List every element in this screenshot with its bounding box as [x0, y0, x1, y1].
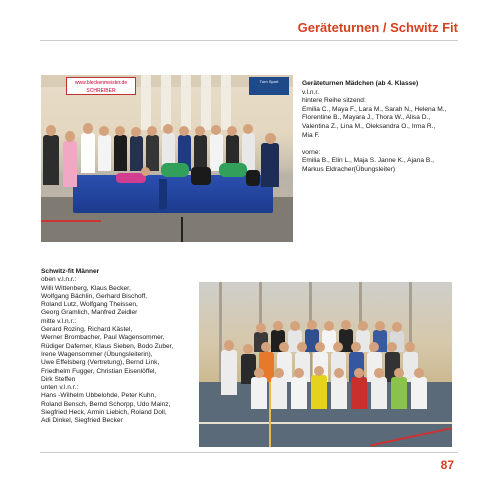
header-divider	[40, 40, 458, 41]
caption-line: Irene Wagensommer (Übungsleiterin),	[41, 350, 153, 358]
girls-gymnastics-photo	[41, 75, 293, 242]
caption-line: Hans -Wilhelm Ubbelohde, Peter Kuhn,	[41, 392, 157, 400]
caption-line: oben v.l.n.r.:	[41, 276, 77, 284]
caption-line: Adi Dinkel, Siegfried Becker	[41, 417, 123, 425]
girls-caption	[302, 80, 470, 175]
caption-line: unten v.l.n.r.:	[41, 384, 79, 392]
caption-line: Siegfried Heck, Armin Liebich, Roland Doll,	[41, 409, 167, 417]
footer-divider	[40, 452, 458, 453]
caption-line: Gerard Rozing, Richard Kästel,	[41, 326, 133, 334]
caption-line: Markus Eldracher(Übungsleiter)	[302, 165, 396, 173]
men-group-photo	[199, 282, 452, 447]
caption-line: Roland Bensch, Bernd Schorpp, Udo Mainz,	[41, 400, 171, 408]
caption-line: Uwe Effelsberg (Vertretung), Bernd Link,	[41, 359, 160, 367]
caption-line: hintere Reihe sitzend:	[302, 97, 366, 105]
caption-line: Werner Brombacher, Paul Wagensommer,	[41, 334, 165, 342]
caption-line: Emilia B., Elin L., Maja S. Janne K., Ajana B.,	[302, 157, 434, 165]
page-title: Geräteturnen / Schwitz Fit	[297, 20, 458, 35]
caption-line: Dirk Steffen	[41, 375, 76, 383]
caption-line: Rüdiger Daferner, Klaus Sieben, Bodo Zuber,	[41, 342, 174, 350]
page-number: 87	[440, 458, 454, 472]
caption-line: Friedhelm Fugger, Christian Eisenlöffel,	[41, 367, 157, 375]
men-caption	[41, 268, 191, 426]
sponsor-banner: www.bleckenmeister.de SCHREIBER	[66, 77, 136, 95]
caption-line: Wolfgang Bächlin, Gerhard Bischoff,	[41, 292, 148, 300]
caption-line: Roland Lutz, Wolfgang Theissen,	[41, 301, 138, 309]
caption-line: mitte v.l.n.r.:	[41, 317, 77, 325]
caption-line: Emilia C., Maya F., Lara M., Sarah N., Helena M.,	[302, 105, 447, 113]
caption-line: vorne:	[302, 148, 321, 156]
girls-caption-title: Geräteturnen Mädchen (ab 4. Klasse)	[302, 80, 419, 87]
caption-line: Willi Wittenberg, Klaus Becker,	[41, 284, 131, 292]
caption-line: Florentine B., Mayara J., Thora W., Alisa D.,	[302, 114, 431, 122]
caption-line: v.l.n.r.	[302, 88, 320, 96]
club-banner: Turn Sport	[249, 77, 289, 95]
caption-line: Valentina Z., Lina M., Oleksandra O., Irma R.,	[302, 122, 436, 130]
caption-line: Mia F.	[302, 131, 320, 139]
caption-line: Georg Gramlich, Manfred Zeidler	[41, 309, 138, 317]
men-caption-title: Schwitz-fit Männer	[41, 268, 100, 275]
